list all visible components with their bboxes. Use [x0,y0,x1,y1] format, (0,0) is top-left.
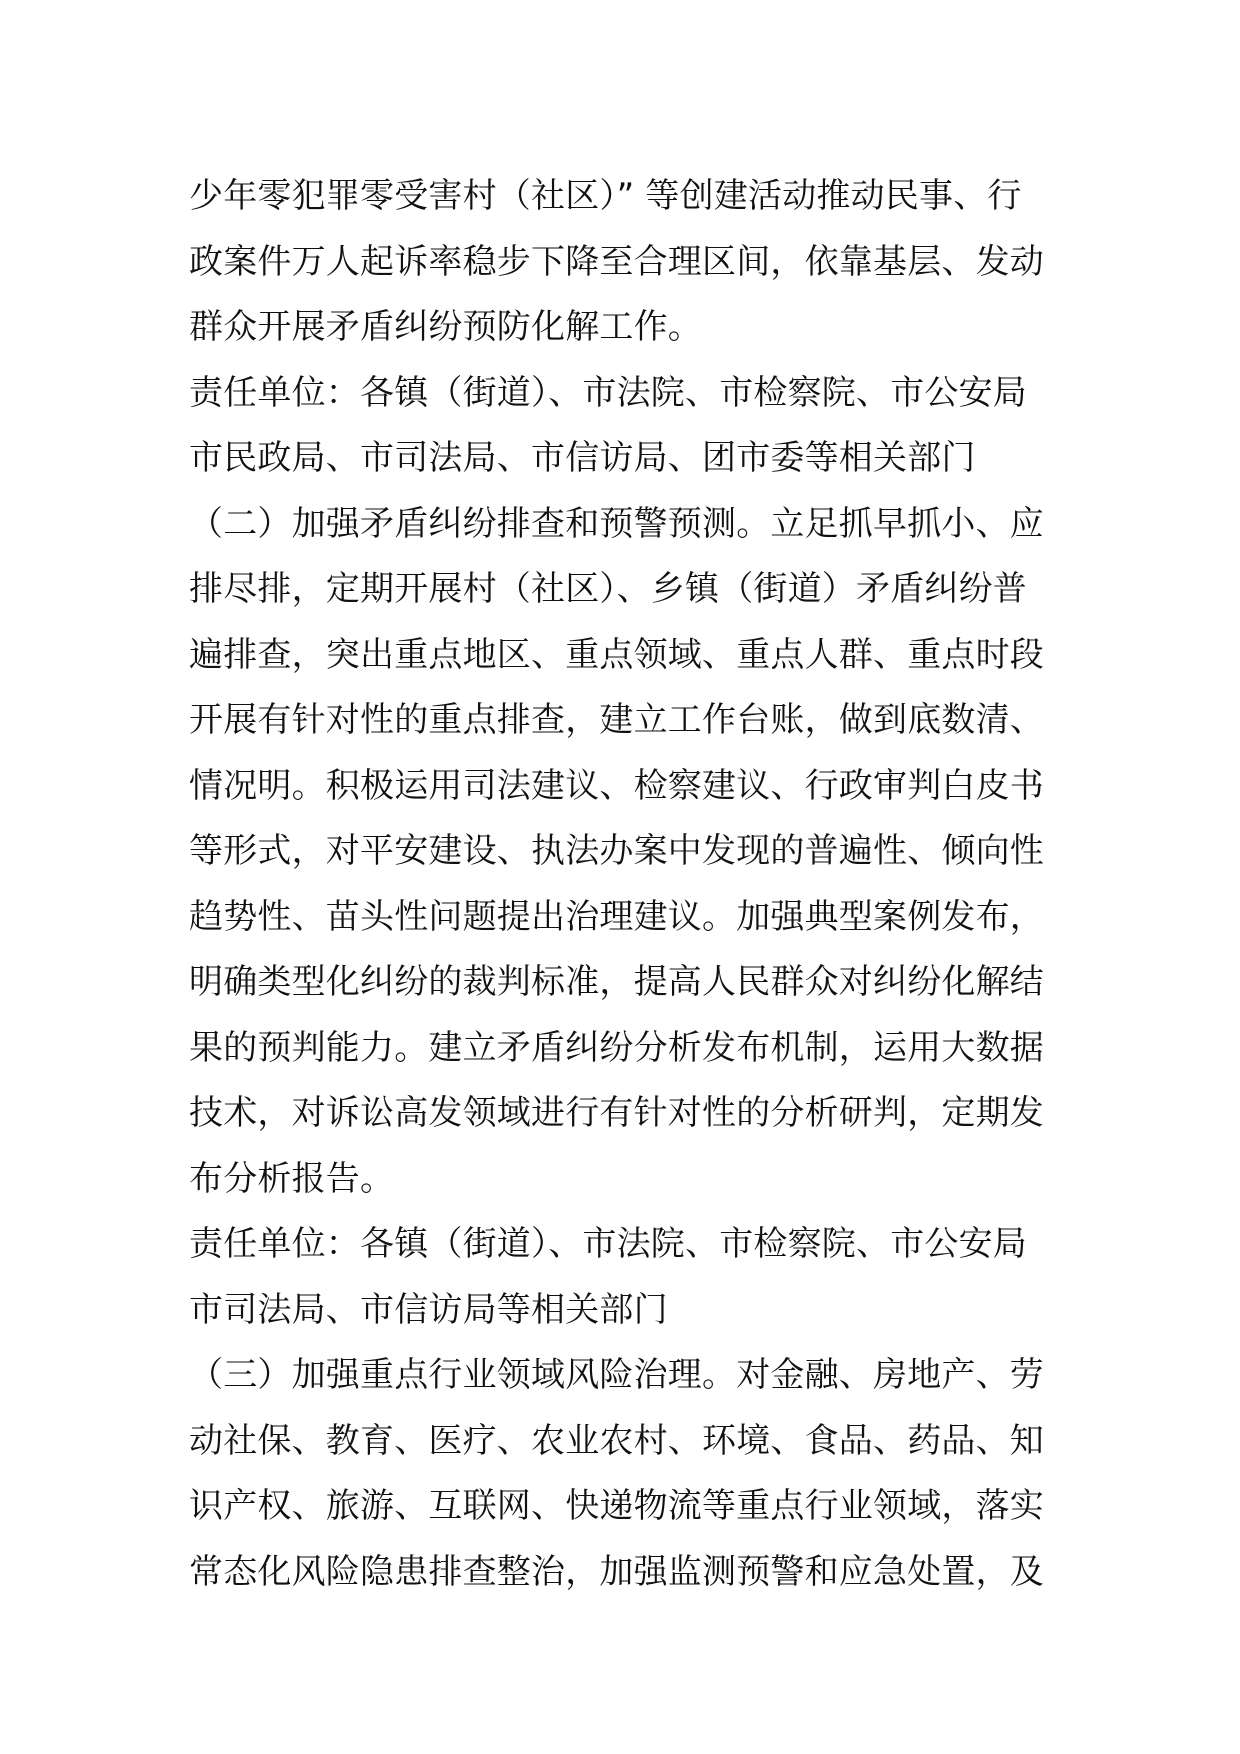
text-line: 布分析报告。 [189,1158,395,1199]
text-line: 少年零犯罪零受害村（社区）” 等创建活动推动民事、行 [189,176,1022,216]
text-line: 果的预判能力。建立矛盾纠纷分析发布机制，运用大数据 [189,1027,1044,1068]
text-line: 市司法局、市信访局等相关部门 [189,1289,668,1330]
text-line: 等形式，对平安建设、执法办案中发现的普遍性、倾向性 [189,831,1044,871]
responsible-unit-label: 责任单位：各镇（街道）、市法院、市检察院、市公安局 [189,372,1027,413]
text-line: 明确类型化纠纷的裁判标准，提高人民群众对纠纷化解结 [189,962,1044,1002]
text-line: 动社保、教育、医疗、农业农村、环境、食品、药品、知 [189,1420,1044,1461]
section-heading-3: （三）加强重点行业领域风险治理。对金融、房地产、劳 [189,1355,1044,1395]
text-line: 群众开展矛盾纠纷预防化解工作。 [189,307,702,347]
text-line: 常态化风险隐患排查整治，加强监测预警和应急处置，及 [189,1551,1044,1592]
text-line: 排尽排，定期开展村（社区）、乡镇（街道）矛盾纠纷普 [189,569,1027,609]
body-text [189,164,1069,1605]
section-heading-2: （二）加强矛盾纠纷排查和预警预测。立足抓早抓小、应 [189,503,1044,544]
responsible-unit-label: 责任单位：各镇（街道）、市法院、市检察院、市公安局 [189,1224,1027,1264]
text-line: 开展有针对性的重点排查，建立工作台账，做到底数清、 [189,700,1044,740]
text-line: 遍排查，突出重点地区、重点领域、重点人群、重点时段 [189,634,1044,675]
text-line: 技术，对诉讼高发领域进行有针对性的分析研判，定期发 [189,1093,1044,1133]
text-line: 识产权、旅游、互联网、快递物流等重点行业领域，落实 [189,1486,1044,1526]
text-line: 政案件万人起诉率稳步下降至合理区间，依靠基层、发动 [189,241,1044,282]
text-line: 市民政局、市司法局、市信访局、团市委等相关部门 [189,438,976,478]
text-line: 趋势性、苗头性问题提出治理建议。加强典型案例发布， [189,896,1044,937]
text-line: 情况明。积极运用司法建议、检察建议、行政审判白皮书 [189,765,1044,806]
